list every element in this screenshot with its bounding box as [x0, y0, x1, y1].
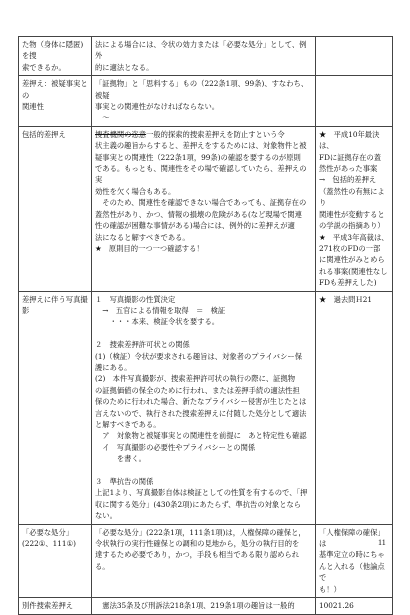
note-cell: 10021.26	[316, 598, 393, 614]
topic-cell: 「必要な処分」 (222①、111①)	[19, 524, 92, 597]
struck-text: 捜査機関の恣意	[95, 129, 147, 139]
note-cell: ★ 過去問Ｈ21	[316, 291, 393, 524]
topic-cell: 別件捜索差押え	[19, 598, 92, 614]
notes-table	[18, 36, 393, 615]
note-cell: ★ 平成10年最決は、 FDに証拠存在の蓋 然性があった事案 → 包括的差押え （蓋然性の有無により 関連性が変動すると の学説の指摘あり） ★ 平成3年高裁は、 271枚のFDの一部 に関連性がみとめら れる事案(関連性なし FDも差押えした)	[316, 126, 393, 291]
table-row	[19, 524, 393, 597]
table-row	[19, 291, 393, 524]
content-cell: 憲法35条及び刑訴法218条1項、219条1項の趣旨は一般的	[92, 598, 316, 614]
content-cell	[92, 126, 316, 291]
note-cell: 「人権保障の確保」は 基準定立の時にちゃ んと入れる（他論点で も！）	[316, 524, 393, 597]
table-row	[19, 37, 393, 76]
content-cell: 「必要な処分」(222条1項，111条1項)は，人権保障の確保と， 令状執行の実行性確保との調和の見地から，処分の執行目的を 達するため必要であり，かつ，手段も相当である限り認められ る。	[92, 524, 316, 597]
topic-cell: た物（身体に隠匿)を捜 索できるか。	[19, 37, 92, 76]
topic-cell: 差押えに伴う写真撮影	[19, 291, 92, 524]
table-row	[19, 76, 393, 127]
note-cell	[316, 76, 393, 127]
page-number: 11	[378, 538, 386, 547]
content-cell: 法による場合には、令状の効力または「必要な処分」として、例外 的に適法となる。	[92, 37, 316, 76]
table-row	[19, 598, 393, 614]
table-row	[19, 126, 393, 291]
content-cell: 「証拠物」と「思料する」もの（222条1項、99条)、すなわち、被疑 事実との関連性がなければならない。 ～	[92, 76, 316, 127]
topic-cell: 包括的差押え	[19, 126, 92, 291]
content-cell: １ 写真撮影の性質決定 → 五官による情報を取得 ＝ 検証 ・・・本来、検証令状を要する。 ２ 捜索差押許可状との関係 (1)（検証）令状が要求される趣旨は、対象者のプライバシー保 護にある。 (2) 本件写真撮影が、捜索差押許可状の執行の際に、証拠物 の証拠価値の保全のために行われ、または差押手続の適法性担 保のために行われた場合、新たなプライバシー侵害が生じたとは 言えないので、執行された捜索差押えに付随した処分として適法 と解すべきである。 ア 対象物と被疑事実との関連性を前提に あと特定性も確認 イ 写真撮影の必要性やプライバシーとの関係 を書く。 ３ 準抗告の関係 上記1より、写真撮影自体は検証としての性質を有するので、「押 収に関する処分」(430条2項)にあたらず、準抗告の対象となら ない。	[92, 291, 316, 524]
topic-cell: 差押え：被疑事実との 関連性	[19, 76, 92, 127]
content-text: 一般的探索的捜索差押えを防止すという令 状主義の趣旨からすると、差押えをするためには、対象物件と被 疑事実との関連性（222条1項，99条)の確認を要するのが原則 である。もっとも、関連性をその場で確認していたら、差押えの実 効性を欠く場合もある。 そのため、関連性を確認できない場合であっても、証拠存在の 蓋然性があり、かつ、情報の損壊の危険がある(など現場で関連 性の確認が困難な事情がある)場合には、例外的に差押えが適 法になると解すべきである。 ★ 原則目的一つ一つ確認する！	[95, 129, 307, 253]
note-cell	[316, 37, 393, 76]
